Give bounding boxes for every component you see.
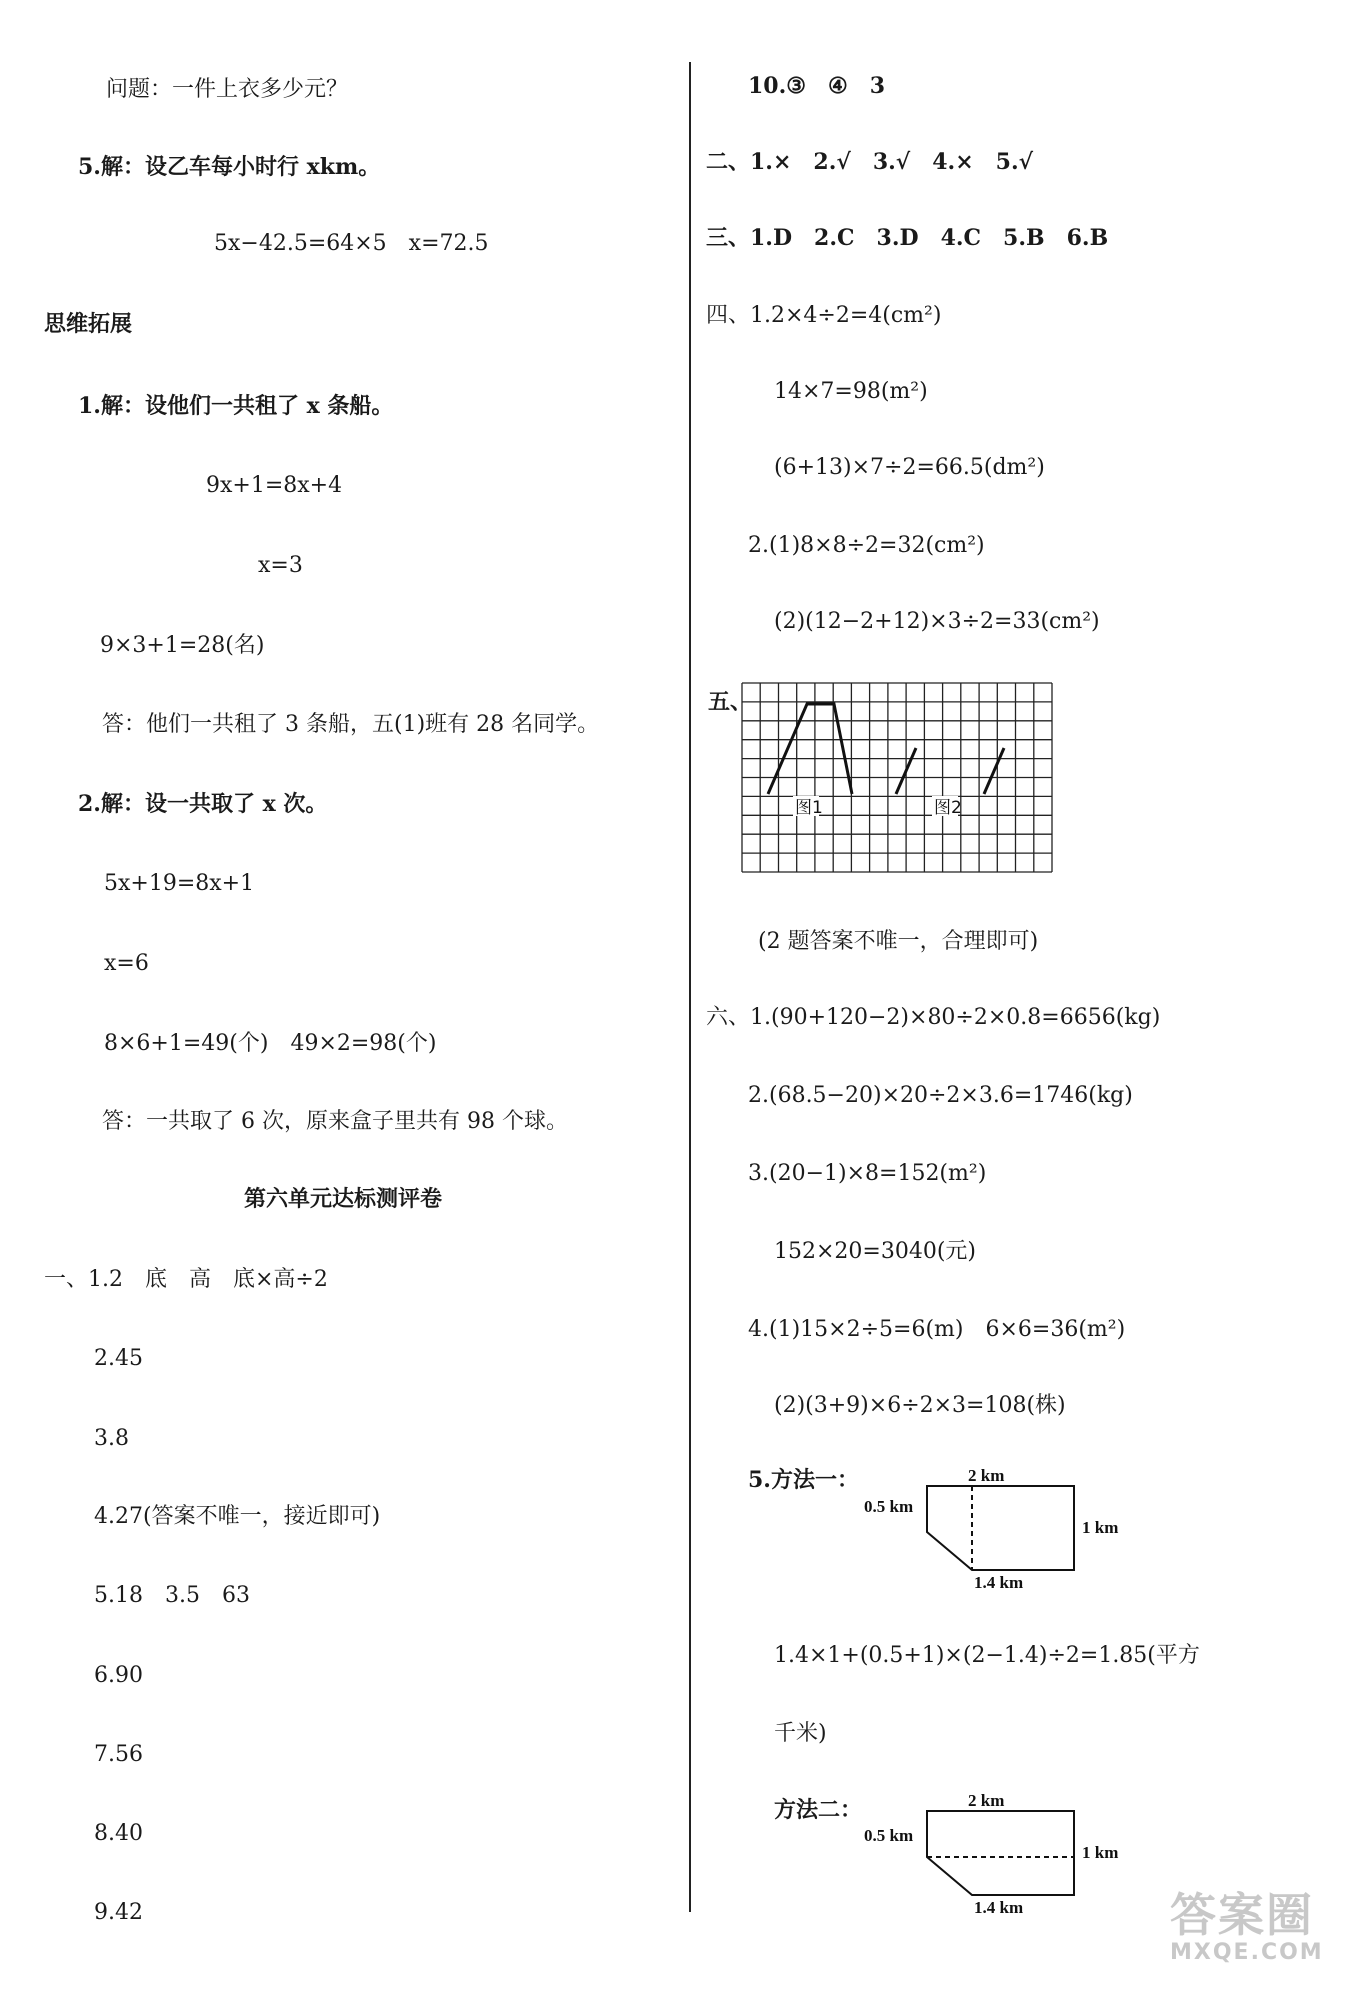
equation: x=6 bbox=[104, 951, 149, 976]
section-6-q1: 六、1.(90+120−2)×80÷2×0.8=6656(kg) bbox=[706, 1005, 1161, 1030]
figure-2-right-segment bbox=[984, 748, 1004, 794]
answer-item-9: 9.42 bbox=[94, 1900, 143, 1925]
answer-item-10: 10.③ ④ 3 bbox=[748, 73, 886, 99]
equation: 5x−42.5=64×5 x=72.5 bbox=[214, 231, 489, 256]
section-4-q2-1: 2.(1)8×8÷2=32(cm²) bbox=[748, 533, 985, 558]
answer-line: 答：他们一共租了 3 条船，五(1)班有 28 名同学。 bbox=[102, 712, 600, 737]
section-6-q3: 3.(20−1)×8=152(m²) bbox=[748, 1161, 987, 1186]
equation: x=3 bbox=[258, 553, 303, 578]
equation: 9x+1=8x+4 bbox=[206, 473, 343, 498]
figure-1-shape bbox=[768, 704, 852, 794]
equation: 9×3+1=28(名) bbox=[100, 633, 265, 658]
equation-continued: 千米) bbox=[774, 1721, 827, 1746]
answer-item-5: 5.18 3.5 63 bbox=[94, 1583, 250, 1608]
question-5-heading: 5.解：设乙车每小时行 xkm。 bbox=[78, 154, 381, 180]
answer-item-8: 8.40 bbox=[94, 1821, 143, 1846]
equation: 152×20=3040(元) bbox=[774, 1239, 977, 1264]
answer-item-4: 4.27(答案不唯一，接近即可) bbox=[94, 1504, 381, 1529]
method-1-label: 5.方法一： bbox=[748, 1467, 859, 1493]
section-4-q2-2: (2)(12−2+12)×3÷2=33(cm²) bbox=[774, 609, 1100, 634]
figure-1-label: 图1 bbox=[795, 798, 823, 818]
section-6-q4: 4.(1)15×2÷5=6(m) 6×6=36(m²) bbox=[748, 1317, 1126, 1342]
text-line: 问题：一件上衣多少元？ bbox=[106, 77, 349, 102]
equation: 14×7=98(m²) bbox=[774, 379, 928, 404]
grid-lines bbox=[742, 683, 1052, 872]
watermark-title: 答案圈 bbox=[1170, 1888, 1314, 1942]
note-line: (2 题答案不唯一，合理即可) bbox=[758, 929, 1039, 954]
section-4-q1: 四、1.2×4÷2=4(cm²) bbox=[706, 303, 942, 328]
label-left: 0.5 km bbox=[864, 1826, 914, 1845]
label-right: 1 km bbox=[1082, 1843, 1119, 1862]
label-bottom: 1.4 km bbox=[974, 1898, 1024, 1917]
equation: (2)(3+9)×6÷2×3=108(株) bbox=[774, 1393, 1066, 1418]
answer-line: 答：一共取了 6 次，原来盒子里共有 98 个球。 bbox=[102, 1109, 568, 1134]
section-heading-thinking: 思维拓展 bbox=[44, 311, 133, 337]
label-left: 0.5 km bbox=[864, 1497, 914, 1516]
watermark-url: MXQE.COM bbox=[1170, 1940, 1324, 1965]
equation: 5x+19=8x+1 bbox=[104, 871, 255, 896]
label-top: 2 km bbox=[968, 1466, 1005, 1485]
label-top: 2 km bbox=[968, 1791, 1005, 1810]
answer-item-7: 7.56 bbox=[94, 1742, 143, 1767]
equation: 1.4×1+(0.5+1)×(2−1.4)÷2=1.85(平方 bbox=[774, 1643, 1200, 1668]
method-2-label: 方法二： bbox=[774, 1797, 863, 1823]
trapezoid-diagram-method-1 bbox=[862, 1462, 1119, 1592]
watermark bbox=[1170, 1890, 1324, 1966]
label-bottom: 1.4 km bbox=[974, 1573, 1024, 1592]
label-right: 1 km bbox=[1082, 1518, 1119, 1537]
column-divider bbox=[689, 62, 691, 1912]
equation: (6+13)×7÷2=66.5(dm²) bbox=[774, 455, 1045, 480]
section-2-answers: 二、1.× 2.√ 3.√ 4.× 5.√ bbox=[706, 149, 1034, 175]
trapezoid-diagram-method-2 bbox=[862, 1787, 1119, 1917]
section-5-label: 五、 bbox=[708, 689, 753, 715]
answer-item-3: 3.8 bbox=[94, 1426, 129, 1451]
answer-item-1: 一、1.2 底 高 底×高÷2 bbox=[44, 1267, 328, 1292]
grid-figure bbox=[742, 683, 1054, 881]
section-6-q2: 2.(68.5−20)×20÷2×3.6=1746(kg) bbox=[748, 1083, 1133, 1108]
equation: 8×6+1=49(个) 49×2=98(个) bbox=[104, 1031, 437, 1056]
unit-test-title: 第六单元达标测评卷 bbox=[244, 1186, 443, 1212]
question-1-heading: 1.解：设他们一共租了 x 条船。 bbox=[78, 393, 394, 419]
section-3-answers: 三、1.D 2.C 3.D 4.C 5.B 6.B bbox=[706, 225, 1109, 251]
answer-item-6: 6.90 bbox=[94, 1663, 143, 1688]
answer-item-2: 2.45 bbox=[94, 1346, 143, 1371]
figure-2-label: 图2 bbox=[934, 798, 962, 818]
question-2-heading: 2.解：设一共取了 x 次。 bbox=[78, 791, 328, 817]
